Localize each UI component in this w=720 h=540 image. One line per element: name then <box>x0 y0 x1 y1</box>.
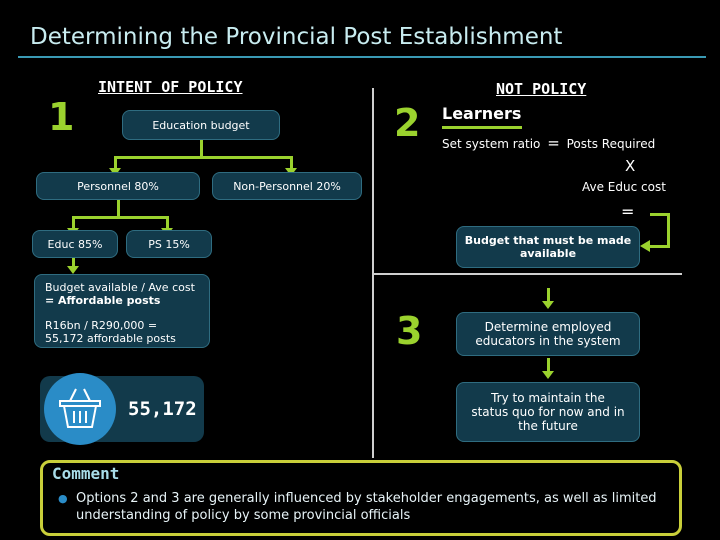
ps-box: PS 15% <box>126 230 212 258</box>
left-heading: INTENT OF POLICY <box>98 78 243 96</box>
connector <box>667 213 670 248</box>
arrow-icon <box>542 371 554 379</box>
arrow-left-icon <box>640 240 650 252</box>
arrow-icon <box>542 301 554 309</box>
connector <box>72 216 169 219</box>
calc-text-1: R16bn / R290,000 = <box>45 319 158 332</box>
arrow-icon <box>67 266 79 274</box>
connector <box>547 358 550 372</box>
equals-sign: = <box>547 134 560 152</box>
ratio-label: Set system ratio <box>442 137 541 151</box>
determine-educators-box: Determine employed educators in the system <box>456 312 640 356</box>
calc-text-2: 55,172 affordable posts <box>45 332 176 345</box>
ave-educ-cost-label: Ave Educ cost <box>582 180 666 194</box>
comment-text: Options 2 and 3 are generally influenced by stakeholder engagements, as well as limited understanding of policy by some provincial officials <box>76 491 657 523</box>
educ-box: Educ 85% <box>32 230 118 258</box>
maintain-status-quo-box: Try to maintain the status quo for now and in the future <box>456 382 640 442</box>
personnel-box: Personnel 80% <box>36 172 200 200</box>
affordable-posts-text: = Affordable posts <box>45 294 161 307</box>
bullet-icon: ● <box>58 492 68 505</box>
education-budget-box: Education budget <box>122 110 280 140</box>
affordable-posts-box <box>34 274 210 348</box>
connector <box>114 156 293 159</box>
right-heading: NOT POLICY <box>496 80 587 98</box>
budget-available-text: Budget available / Ave cost <box>45 281 195 294</box>
step-number-2: 2 <box>394 101 421 145</box>
shopping-basket-icon <box>44 373 116 445</box>
page-title: Determining the Provincial Post Establishment <box>30 24 563 50</box>
connector <box>547 288 550 302</box>
equals-sign-2: = <box>621 202 635 221</box>
ratio-text <box>442 134 655 152</box>
horizontal-divider <box>372 273 682 275</box>
posts-required-label: Posts Required <box>566 137 656 151</box>
non-personnel-box: Non-Personnel 20% <box>212 172 362 200</box>
title-underline <box>18 56 706 58</box>
learners-underline <box>442 126 522 129</box>
connector <box>650 245 670 248</box>
comment-heading: Comment <box>52 464 120 483</box>
learners-label: Learners <box>442 104 522 123</box>
result-value: 55,172 <box>128 398 197 420</box>
multiply-sign: X <box>625 157 636 175</box>
step-number-1: 1 <box>48 95 75 139</box>
budget-available-box: Budget that must be made available <box>456 226 640 268</box>
step-number-3: 3 <box>396 309 423 353</box>
